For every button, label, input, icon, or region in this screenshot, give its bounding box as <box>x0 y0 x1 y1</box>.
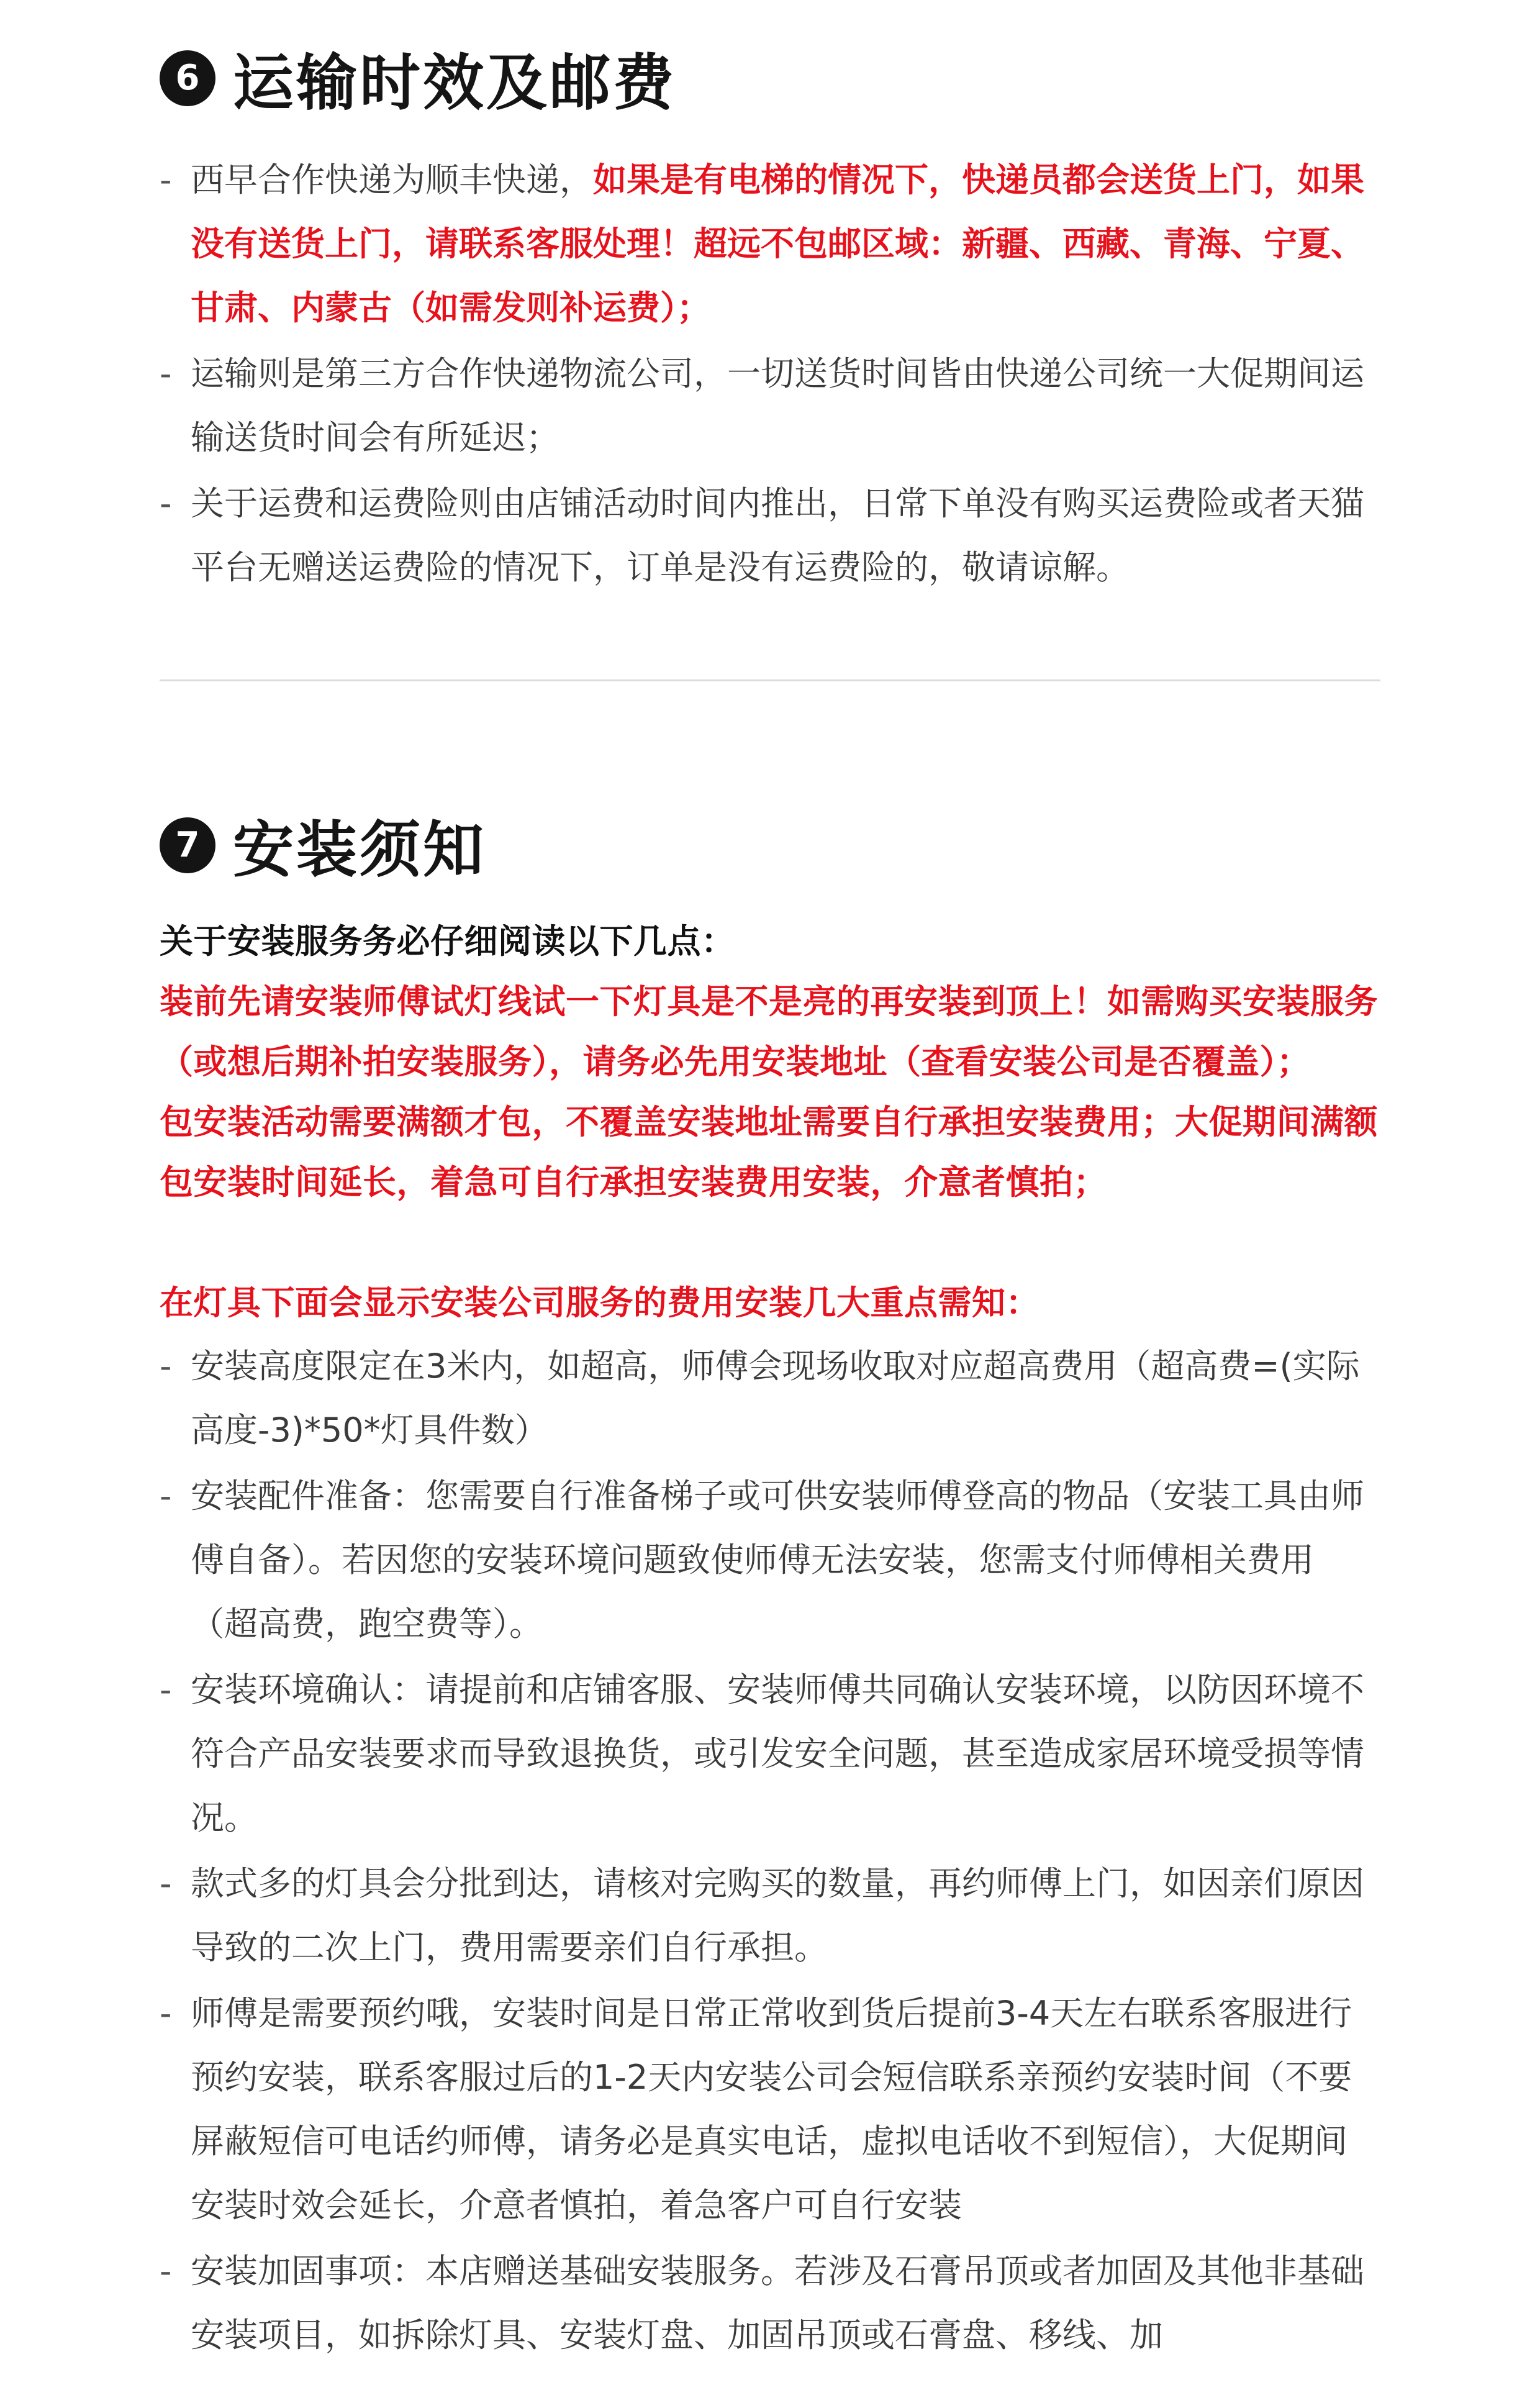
shipping-section <box>160 34 1380 601</box>
section-divider <box>160 679 1380 681</box>
dash-marker: - <box>160 1994 172 2033</box>
install-intro-block <box>160 911 1380 1333</box>
install-list <box>160 1334 1380 2367</box>
item-text: 款式多的灯具会分批到达，请核对完购买的数量，再约师傅上门，如因亲们原因导致的二次上门，费用需要亲们自行承担。 <box>191 1864 1364 1967</box>
dash-marker: - <box>160 2251 172 2291</box>
list-item <box>160 148 1380 340</box>
list-item <box>160 2239 1380 2367</box>
list-item <box>160 1464 1380 1656</box>
install-section <box>160 801 1380 2369</box>
install-warning-2: 包安装活动需要满额才包，不覆盖安装地址需要自行承担安装费用；大促期间满额包安装时间延长，着急可自行承担安装费用安装，介意者慎拍； <box>160 1102 1378 1202</box>
item-text: 安装加固事项：本店赠送基础安装服务。若涉及石膏吊顶或者加固及其他非基础安装项目，如拆除灯具、安装灯盘、加固吊顶或石膏盘、移线、加 <box>191 2251 1364 2355</box>
dash-marker: - <box>160 160 172 199</box>
list-item <box>160 471 1380 599</box>
item-text: 安装环境确认：请提前和店铺客服、安装师傅共同确认安装环境，以防因环境不符合产品安装要求而导致退换货，或引发安全问题，甚至造成家居环境受损等情况。 <box>191 1670 1364 1837</box>
dash-marker: - <box>160 1347 172 1386</box>
list-item <box>160 342 1380 470</box>
install-warning-1: 装前先请安装师傅试灯线试一下灯具是不是亮的再安装到顶上！如需购买安装服务（或想后期补拍安装服务），请务必先用安装地址（查看安装公司是否覆盖）； <box>160 982 1378 1081</box>
item-text: 安装配件准备：您需要自行准备梯子或可供安装师傅登高的物品（安装工具由师傅自备）。若因您的安装环境问题致使师傅无法安装，您需支付师傅相关费用（超高费，跑空费等）。 <box>191 1476 1364 1643</box>
item-text: 关于运费和运费险则由店铺活动时间内推出，日常下单没有购买运费险或者天猫平台无赠送运费险的情况下，订单是没有运费险的，敬请谅解。 <box>191 484 1364 587</box>
list-item <box>160 1334 1380 1462</box>
list-item <box>160 1851 1380 1979</box>
item-emphasis: 如果是有电梯的情况下，快递员都会送货上门，如果没有送货上门，请联系客服处理！超远不包邮区域：新疆、西藏、青海、宁夏、甘肃、内蒙古（如需发则补运费）； <box>191 160 1364 327</box>
dash-marker: - <box>160 1864 172 1903</box>
install-notice-heading: 在灯具下面会显示安装公司服务的费用安装几大重点需知： <box>160 1283 1040 1322</box>
install-intro: 关于安装服务务必仔细阅读以下几点： <box>160 922 735 961</box>
spacer <box>160 1212 1380 1273</box>
item-text: 安装高度限定在3米内，如超高，师傅会现场收取对应超高费用（超高费=(实际高度-3)*50*灯具件数） <box>191 1347 1360 1450</box>
install-heading <box>160 801 1380 889</box>
item-text: 西早合作快递为顺丰快递， <box>191 160 593 199</box>
dash-marker: - <box>160 1670 172 1709</box>
item-text: 师傅是需要预约哦，安装时间是日常正常收到货后提前3-4天左右联系客服进行预约安装，联系客服过后的1-2天内安装公司会短信联系亲预约安装时间（不要屏蔽短信可电话约师傅，请务必是真实电话，虚拟电话收不到短信），大促期间安装时效会延长，介意者慎拍，着急客户可自行安装 <box>191 1994 1352 2225</box>
shipping-title: 运输时效及邮费 <box>233 48 677 119</box>
number-badge-7: 7 <box>160 817 215 873</box>
dash-marker: - <box>160 1476 172 1515</box>
shipping-heading <box>160 34 1380 122</box>
dash-marker: - <box>160 484 172 523</box>
dash-marker: - <box>160 354 172 393</box>
list-item <box>160 1981 1380 2237</box>
shipping-list <box>160 148 1380 599</box>
install-title: 安装须知 <box>233 815 487 886</box>
list-item <box>160 1658 1380 1850</box>
number-badge-6: 6 <box>160 50 215 106</box>
item-text: 运输则是第三方合作快递物流公司，一切送货时间皆由快递公司统一大促期间运输送货时间会有所延迟； <box>191 354 1364 457</box>
